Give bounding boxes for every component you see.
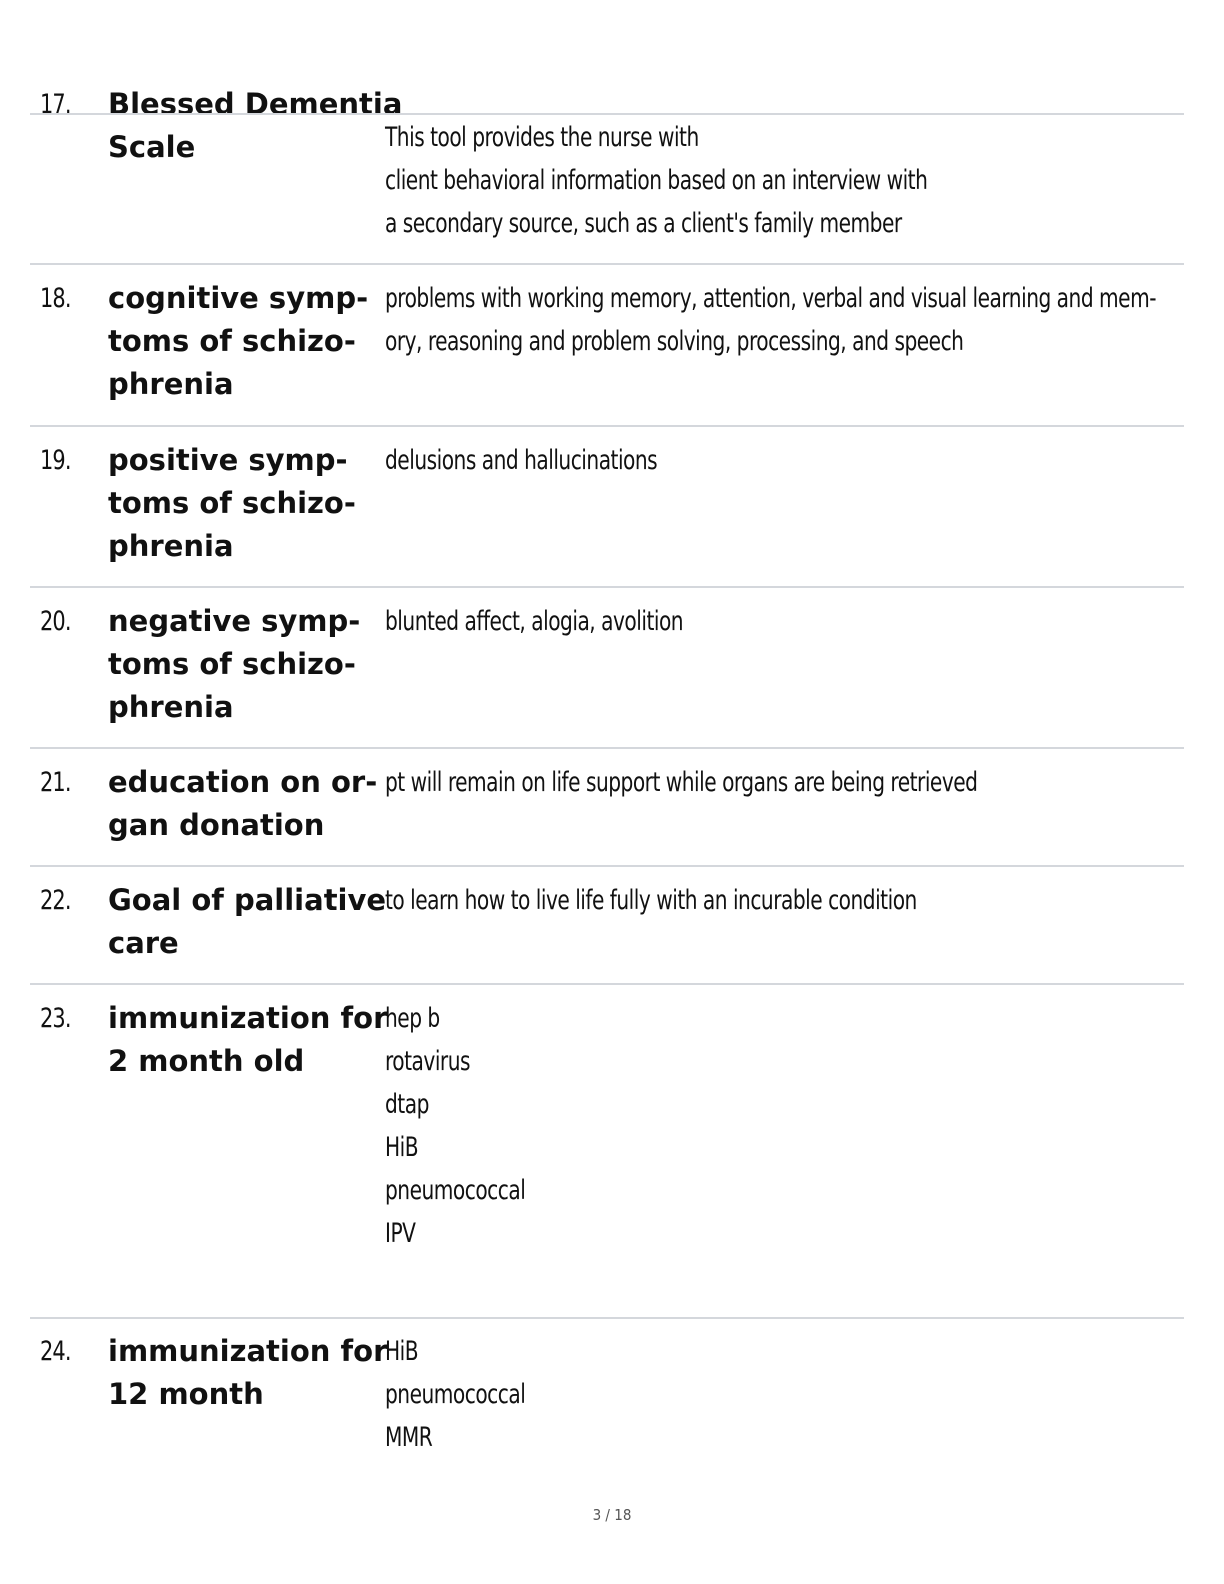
card-term — [108, 277, 388, 406]
card-definition — [385, 1330, 1174, 1459]
card-definition-line: HiB — [385, 1336, 419, 1367]
card-definition — [385, 761, 1174, 804]
card-number: 23. — [40, 1003, 71, 1034]
row-divider — [30, 747, 1184, 749]
card-term — [108, 1330, 388, 1416]
card-term-line: immunization for — [108, 1001, 388, 1035]
card-definition-line: ory, reasoning and problem solving, processing, and speech — [385, 326, 964, 357]
card-definition — [385, 997, 1174, 1255]
card-definition — [385, 277, 1174, 363]
row-divider — [30, 263, 1184, 265]
row-divider — [30, 1317, 1184, 1319]
card-number: 20. — [40, 606, 71, 637]
card-number: 19. — [40, 445, 71, 476]
card-definition-line: to learn how to live life fully with an incurable condition — [385, 885, 917, 916]
card-term-line: toms of schizo- — [108, 647, 356, 681]
card-definition-line: pneumococcal — [385, 1379, 526, 1410]
card-number: 18. — [40, 283, 71, 314]
row-divider — [30, 586, 1184, 588]
card-definition-line: This tool provides the nurse with — [385, 122, 699, 153]
card-number: 24. — [40, 1336, 71, 1367]
card-term-line: care — [108, 926, 179, 960]
card-definition-line: blunted affect, alogia, avolition — [385, 606, 684, 637]
row-divider — [30, 113, 1184, 115]
card-definition-line: dtap — [385, 1089, 429, 1120]
card-definition-line: pneumococcal — [385, 1175, 526, 1206]
card-term-line: phrenia — [108, 690, 234, 724]
page-indicator: 3 / 18 — [592, 1506, 632, 1524]
card-term-line: toms of schizo- — [108, 486, 356, 520]
card-definition — [385, 600, 1174, 643]
card-definition-line: MMR — [385, 1422, 433, 1453]
card-definition — [385, 879, 1174, 922]
card-term — [108, 83, 403, 169]
card-definition-line: pt will remain on life support while organs are being retrieved — [385, 767, 978, 798]
card-number: 17. — [40, 89, 71, 120]
card-term-line: positive symp- — [108, 443, 348, 477]
card-term-line: 12 month — [108, 1377, 264, 1411]
card-term-line: phrenia — [108, 367, 234, 401]
card-term-line: education on or- — [108, 765, 378, 799]
card-term — [108, 997, 388, 1083]
card-term-line: 2 month old — [108, 1044, 305, 1078]
card-definition-line: problems with working memory, attention, verbal and visual learning and mem- — [385, 283, 1157, 314]
card-term-line: cognitive symp- — [108, 281, 369, 315]
row-divider — [30, 425, 1184, 427]
row-divider — [30, 983, 1184, 985]
card-definition-line: a secondary source, such as a client's family member — [385, 208, 902, 239]
card-number: 22. — [40, 885, 71, 916]
card-definition — [385, 116, 1174, 245]
card-term — [108, 879, 388, 965]
card-term-line: Scale — [108, 130, 196, 164]
card-definition-line: hep b — [385, 1003, 440, 1034]
card-term-line: gan donation — [108, 808, 325, 842]
card-term-line: negative symp- — [108, 604, 361, 638]
card-number: 21. — [40, 767, 71, 798]
card-definition-line: IPV — [385, 1218, 416, 1249]
card-definition-line: HiB — [385, 1132, 419, 1163]
card-definition-line: delusions and hallucinations — [385, 445, 658, 476]
card-definition-line: rotavirus — [385, 1046, 470, 1077]
card-term-line: immunization for — [108, 1334, 388, 1368]
card-definition — [385, 439, 1174, 482]
card-term-line: phrenia — [108, 529, 234, 563]
card-term-line: Blessed Dementia — [108, 87, 403, 121]
card-term — [108, 600, 388, 729]
row-divider — [30, 865, 1184, 867]
card-term — [108, 439, 388, 568]
card-term — [108, 761, 388, 847]
card-definition-line: client behavioral information based on an interview with — [385, 165, 928, 196]
card-term-line: Goal of palliative — [108, 883, 387, 917]
card-term-line: toms of schizo- — [108, 324, 356, 358]
